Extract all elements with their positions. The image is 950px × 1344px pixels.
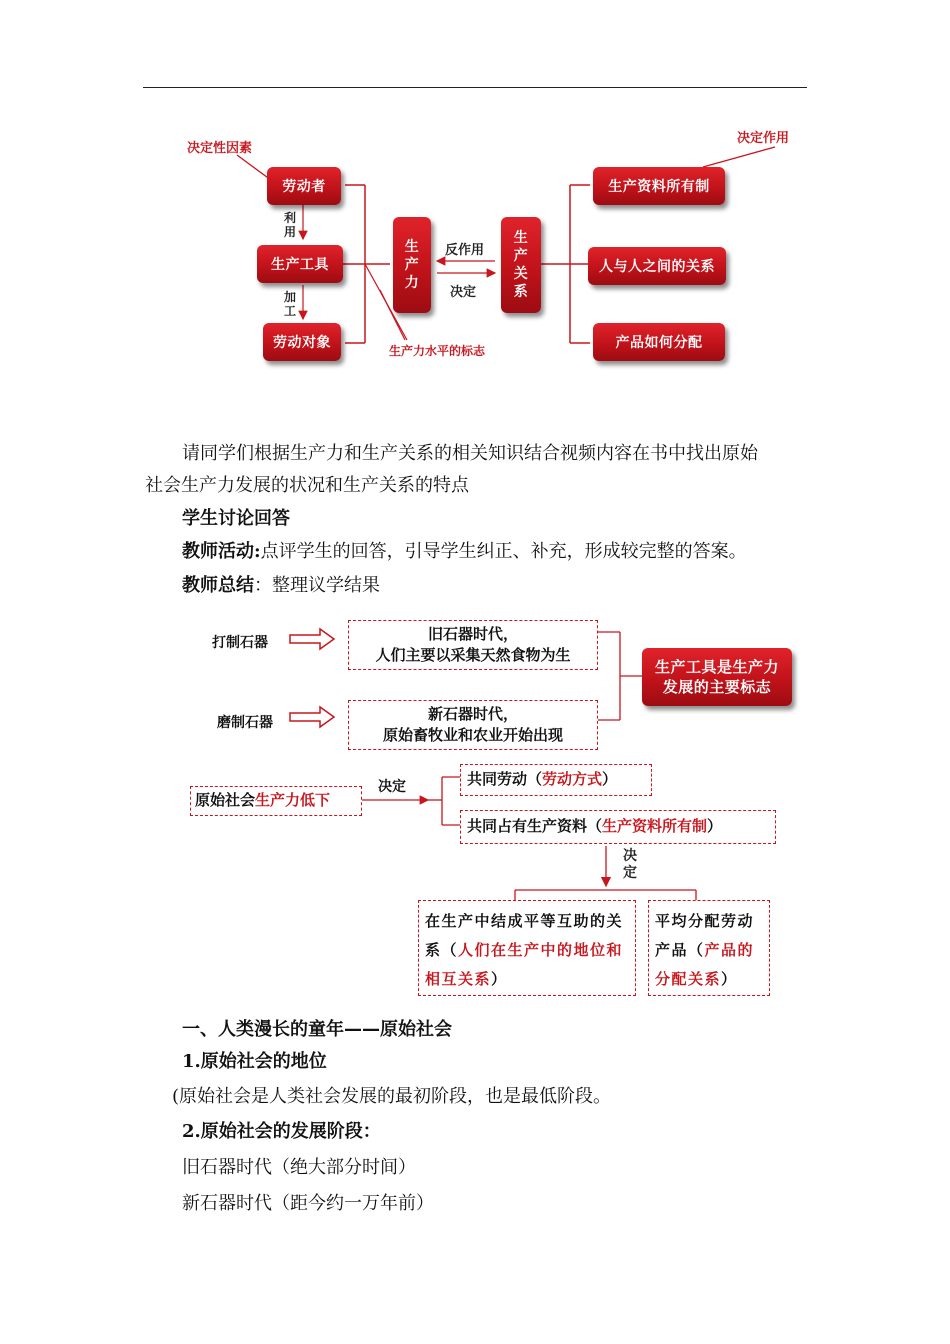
- common-owner-prefix: 共同占有生产资料（: [467, 817, 603, 835]
- box-interpersonal-relations: 人与人之间的关系: [588, 247, 726, 285]
- header-rule: [143, 87, 807, 88]
- tools-marker-line1: 生产工具是生产力: [654, 658, 779, 676]
- primitive-society-diagram: [180, 612, 800, 1004]
- stage-item-1: 旧石器时代（绝大部分时间）: [182, 1157, 416, 1178]
- label-use: [283, 211, 297, 239]
- paleolithic-line1: 旧石器时代，: [427, 625, 518, 643]
- para1-line1: 请同学们根据生产力和生产关系的相关知识结合视频内容在书中找出原始: [182, 443, 758, 464]
- distribution-suffix: ）: [721, 970, 738, 988]
- section-heading: 一、人类漫长的童年——原始社会: [182, 1019, 452, 1040]
- box-productive-force: [393, 217, 431, 313]
- label-force-level: 生产力水平的标志: [389, 344, 486, 358]
- stage-item-2: 新石器时代（距今约一万年前）: [182, 1193, 434, 1214]
- decide2-char2: 定: [623, 865, 637, 881]
- box-common-ownership: [460, 810, 776, 844]
- box-distribution: 产品如何分配: [593, 323, 725, 361]
- label-decisive-factor: 决定性因素: [187, 141, 253, 156]
- decide2-char1: 决: [623, 848, 637, 864]
- neolithic-line2: 原始畜牧业和农业开始出现: [382, 726, 563, 744]
- tools-marker-line2: 发展的主要标志: [662, 678, 772, 696]
- primitive-red: 生产力低下: [255, 791, 331, 809]
- pr-char3: 关: [513, 266, 529, 282]
- box-tools: 生产工具: [257, 245, 343, 283]
- pr-char1: 生: [513, 230, 529, 246]
- status-text: (原始社会是人类社会发展的最初阶段，也是最低阶段。: [172, 1086, 612, 1107]
- neolithic-line1: 新石器时代，: [427, 705, 518, 723]
- label-use-char2: 用: [283, 225, 296, 239]
- box-ownership: 生产资料所有制: [593, 167, 725, 205]
- label-chipped-stone: 打制石器: [212, 635, 268, 651]
- productive-force-diagram: [175, 115, 800, 380]
- pr-char4: 系: [513, 284, 529, 300]
- teacher-activity-label: 教师活动:: [182, 541, 261, 562]
- pf-char2: 产: [404, 257, 420, 273]
- label-process-char1: 加: [283, 290, 296, 304]
- box-equal-distribution: [648, 900, 770, 996]
- label-decide-2: [622, 848, 638, 882]
- para1-line2: 社会生产力发展的状况和生产关系的特点: [145, 475, 469, 496]
- label-process-char2: 工: [283, 304, 296, 318]
- label-use-char1: 利: [283, 211, 296, 225]
- mutual-aid-red: 人们在生产中的地位和相互关系: [425, 941, 624, 988]
- label-counteraction: 反作用: [445, 243, 485, 258]
- student-discussion: 学生讨论回答: [182, 508, 290, 529]
- box-primitive-low-force: [190, 786, 362, 816]
- common-owner-red: 生产资料所有制: [602, 817, 708, 835]
- box-neolithic: [348, 700, 598, 750]
- teacher-activity: [182, 536, 747, 568]
- box-common-labor: [460, 764, 652, 796]
- mutual-aid-suffix: ）: [491, 970, 508, 988]
- teacher-activity-text: 点评学生的回答，引导学生纠正、补充，形成较完整的答案。: [260, 541, 747, 562]
- teacher-summary: [182, 570, 380, 602]
- teacher-summary-label: 教师总结: [182, 575, 254, 596]
- pf-char1: 生: [404, 239, 420, 255]
- teacher-summary-text: ：整理议学结果: [254, 575, 380, 596]
- mutual-aid-black: 在生产中结成平等互助的关系（: [425, 912, 624, 959]
- label-decide: 决定: [450, 285, 477, 300]
- distribution-red: 产品的分配关系: [655, 941, 755, 988]
- label-polished-stone: 磨制石器: [217, 715, 273, 731]
- common-labor-suffix: ）: [602, 770, 618, 788]
- box-labor-object: 劳动对象: [263, 323, 341, 361]
- pr-char2: 产: [513, 248, 529, 264]
- common-labor-red: 劳动方式: [542, 770, 603, 788]
- box-production-relation: [501, 217, 541, 313]
- subheading-stages: 2.原始社会的发展阶段：: [182, 1121, 381, 1142]
- label-decide-1: 决定: [378, 779, 406, 795]
- common-labor-prefix: 共同劳动（: [467, 770, 543, 788]
- label-process: [283, 290, 297, 318]
- distribution-black: 平均分配劳动产品（: [655, 912, 755, 959]
- paleolithic-line2: 人们主要以采集天然食物为生: [375, 646, 571, 664]
- box-laborer: 劳动者: [267, 167, 341, 205]
- subheading-status: 1.原始社会的地位: [182, 1051, 327, 1072]
- box-equal-mutual-aid: [418, 900, 636, 996]
- box-tools-marker: [642, 648, 792, 706]
- primitive-prefix: 原始社会: [195, 791, 256, 809]
- box-paleolithic: [348, 620, 598, 670]
- pf-char3: 力: [404, 275, 420, 291]
- label-decisive-role: 决定作用: [737, 131, 790, 146]
- common-owner-suffix: ）: [707, 817, 723, 835]
